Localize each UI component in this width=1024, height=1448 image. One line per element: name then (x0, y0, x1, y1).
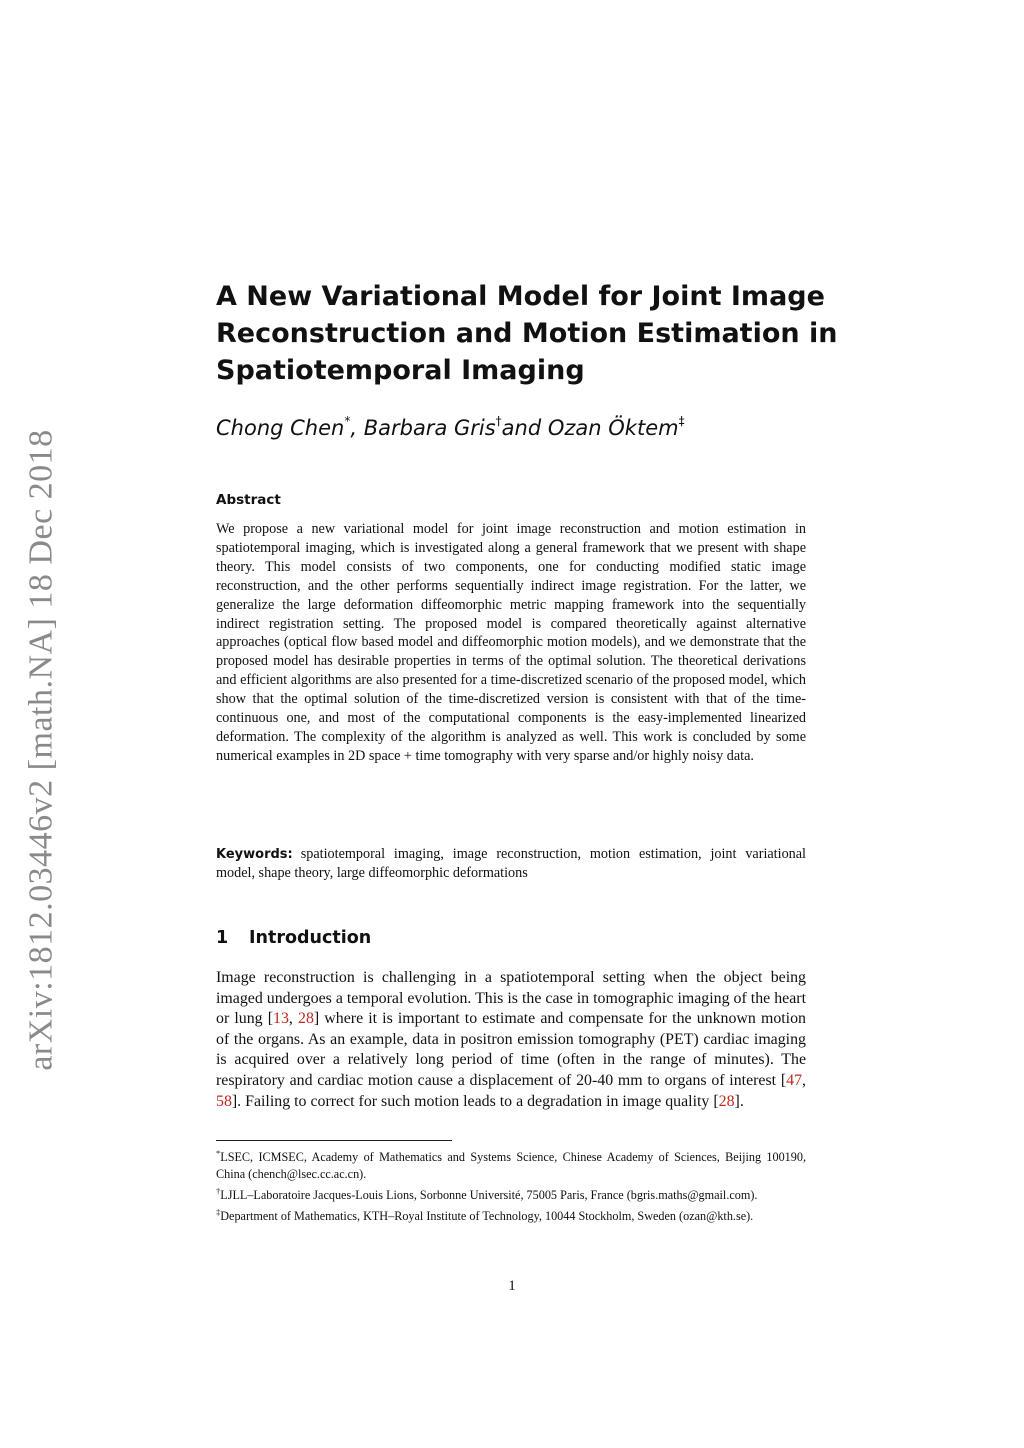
footnote (216, 1204, 806, 1225)
arxiv-identifier-stamp (18, 420, 66, 1080)
citation-link[interactable]: 58 (216, 1092, 232, 1110)
paragraph-text: Image reconstruction is challenging in a spatiotemporal setting when the object being imaged undergoes a temporal evolution. This is the case in tomographic imaging of the heart or lung [ (216, 969, 806, 1028)
paragraph-text: ] where it is important to estimate and compensate for the unknown motion of the organs. As an example, data in positron emission tomography (PET) cardiac imaging is acquired over a relatively long period of time (often in the range of minutes). The respiratory and cardiac motion cause a displacement of 20-40 mm to organs of interest [ (216, 1010, 806, 1089)
paper-title (216, 278, 838, 389)
author-name: Barbara Gris (363, 416, 496, 440)
page-number: 1 (508, 1278, 516, 1294)
section-title: Introduction (249, 928, 372, 948)
author-name: Ozan Öktem (547, 416, 679, 440)
section-number: 1 (216, 928, 229, 948)
footnote (216, 1145, 806, 1183)
citation-link[interactable]: 47 (786, 1071, 803, 1089)
author-separator: and (501, 416, 548, 440)
author-separator: , (350, 416, 364, 440)
keywords-text: spatiotemporal imaging, image reconstruction, motion estimation, joint variational model, shape theory, large diffeomorphic deformations (216, 846, 806, 881)
abstract-text: We propose a new variational model for joint image reconstruction and motion estimation in spatiotemporal imaging, which is investigated along a general framework that we present with shape theory. This model consists of two components, one for conducting modified static image reconstruction, and the other performs sequentially indirect image registration. For the latter, we generalize the large deformation diffeomorphic metric mapping framework into the sequentially indirect registration setting. The proposed model is compared theoretically against alternative approaches (optical flow based model and diffeomorphic motion models), and we demonstrate that the proposed model has desirable properties in terms of the optimal solution. The theoretical derivations and efficient algorithms are also presented for a time-discretized scenario of the proposed model, which show that the optimal solution of the time-discretized version is consistent with that of the time-continuous one, and most of the computational components is the easy-implemented linearized deformation. The complexity of the algorithm is analyzed as well. This work is concluded by some numerical examples in 2D space + time tomography with very sparse and/or highly noisy data. (216, 521, 806, 764)
author-footnote-mark[interactable]: * (344, 414, 351, 428)
footnote-mark: † (216, 1185, 221, 1196)
keywords-block (216, 845, 806, 883)
title-line-2: Reconstruction and Motion Estimation in (216, 318, 838, 349)
footnote-mark: ‡ (216, 1206, 221, 1217)
paragraph-text: , (802, 1071, 806, 1089)
section-heading (216, 928, 371, 948)
paragraph-text: , (288, 1010, 298, 1028)
abstract-heading: Abstract (216, 492, 281, 508)
author-footnote-mark[interactable]: ‡ (678, 414, 685, 428)
paragraph-text: ]. (734, 1092, 744, 1110)
citation-link[interactable]: 13 (273, 1010, 289, 1028)
footnote-text: Department of Mathematics, KTH–Royal Institute of Technology, 10044 Stockholm, Sweden (ozan@kth.se). (220, 1208, 754, 1223)
citation-link[interactable]: 28 (298, 1010, 314, 1028)
footnote-divider (216, 1140, 452, 1141)
title-line-1: A New Variational Model for Joint Image (216, 281, 825, 312)
title-line-3: Spatiotemporal Imaging (216, 355, 585, 386)
author-list (216, 416, 685, 440)
footnote (216, 1183, 806, 1204)
paragraph-text: ]. Failing to correct for such motion leads to a degradation in image quality [ (231, 1092, 719, 1110)
arxiv-identifier-text: arXiv:1812.03446v2 [math.NA] 18 Dec 2018 (23, 429, 60, 1071)
introduction-paragraph (216, 968, 806, 1112)
citation-link[interactable]: 28 (718, 1092, 735, 1110)
footnotes (216, 1145, 806, 1224)
footnote-mark: * (216, 1148, 221, 1158)
keywords-label: Keywords: (216, 847, 293, 862)
author-footnote-mark[interactable]: † (495, 414, 502, 428)
footnote-text: LJLL–Laboratoire Jacques-Louis Lions, Sorbonne Université, 75005 Paris, France (bgris.maths@gmail.com). (220, 1187, 758, 1202)
author-name: Chong Chen (216, 416, 345, 440)
footnote-text: LSEC, ICMSEC, Academy of Mathematics and Systems Science, Chinese Academy of Sciences, Beijing 100190, China (chench@lsec.cc.ac.cn). (216, 1150, 806, 1181)
